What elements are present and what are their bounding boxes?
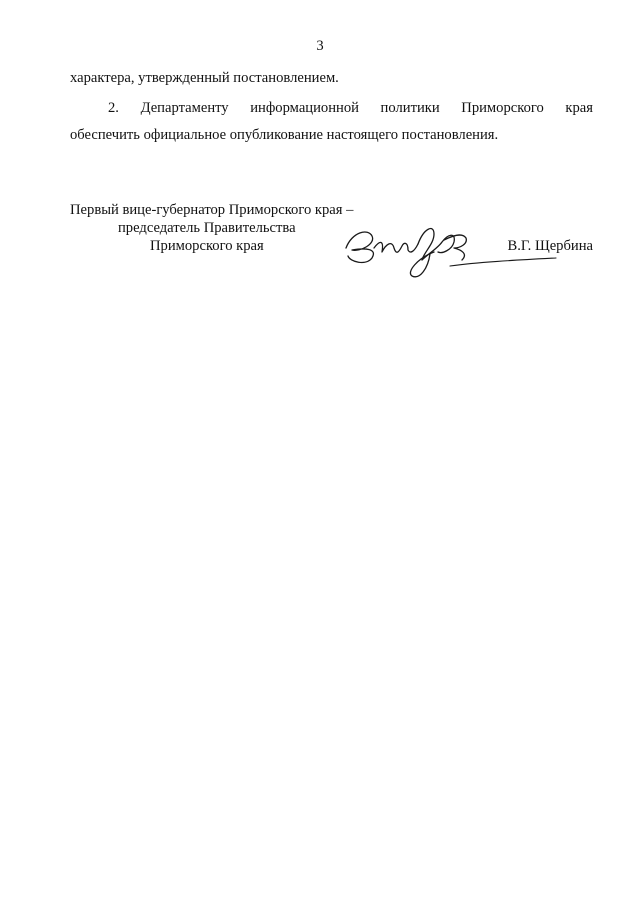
signatory-title-line-3: Приморского края	[150, 238, 264, 254]
signatory-title-line-1: Первый вице-губернатор Приморского края –	[70, 202, 354, 218]
item-2-first-line: 2. Департаменту информационной политики Приморского края	[108, 100, 593, 116]
item-2-second-line: обеспечить официальное опубликование настоящего постановления.	[70, 127, 499, 143]
page-number: 3	[316, 38, 324, 54]
signer-name: В.Г. Щербина	[507, 238, 593, 254]
paragraph-continuation: характера, утвержденный постановлением.	[70, 70, 339, 86]
signatory-title-line-2: председатель Правительства	[118, 220, 296, 236]
